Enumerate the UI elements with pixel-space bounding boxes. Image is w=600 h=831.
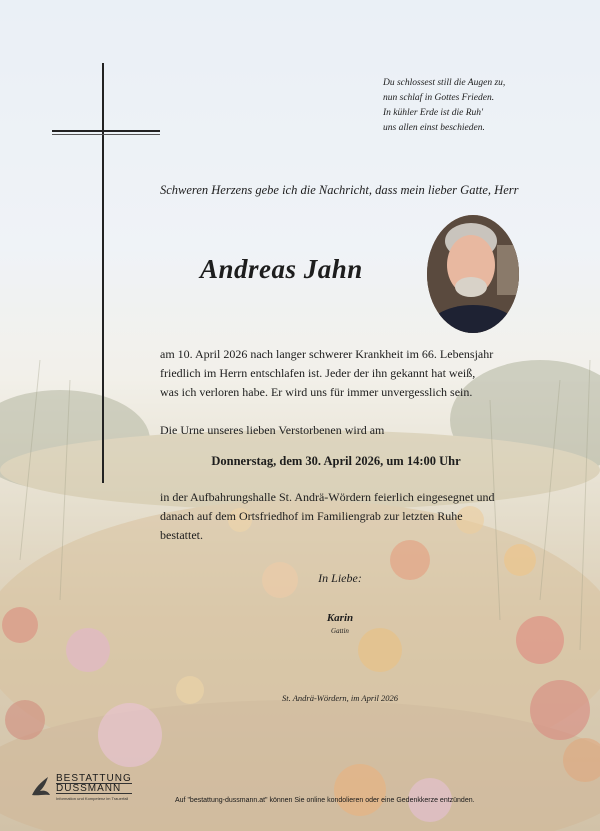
poem-line: uns allen einst beschieden.	[383, 123, 485, 133]
poem-line: nun schlaf in Gottes Frieden.	[383, 93, 495, 103]
poem-line: Du schlossest still die Augen zu,	[383, 78, 506, 88]
cross-icon	[102, 63, 104, 483]
logo-line2: DUSSMANN	[56, 783, 132, 794]
paragraph-line: bestattet.	[160, 528, 203, 542]
paragraph-line: friedlich im Herrn entschlafen ist. Jeder der ihn gekannt hat weiß,	[160, 366, 476, 380]
paragraph-line: in der Aufbahrungshalle St. Andrä-Wördern feierlich eingesegnet und	[160, 490, 495, 504]
poem-line: In kühler Erde ist die Ruh'	[383, 108, 484, 118]
deceased-name: Andreas Jahn	[200, 254, 363, 284]
cross-icon-bar-shadow	[52, 134, 160, 135]
dove-icon	[30, 773, 52, 801]
logo-line1: BESTATTUNG	[56, 772, 132, 784]
ceremony-date: Donnerstag, dem 30. April 2026, um 14:00 Uhr	[211, 454, 461, 468]
ceremony-paragraph	[160, 488, 495, 545]
portrait-photo	[427, 215, 519, 333]
funeral-home-logo	[30, 773, 132, 801]
intro-text: Schweren Herzens gebe ich die Nachricht, dass mein lieber Gatte, Herr	[160, 183, 519, 197]
cross-icon-bar	[52, 130, 160, 132]
announcement-paragraph	[160, 345, 493, 402]
place-date: St. Andrä-Wördern, im April 2026	[281, 693, 398, 703]
in-love-label: In Liebe:	[318, 571, 362, 585]
paragraph-line: was ich verloren habe. Er wird uns für immer unvergesslich sein.	[160, 385, 473, 399]
poem	[383, 76, 505, 136]
paragraph-line: am 10. April 2026 nach langer schwerer Krankheit im 66. Lebensjahr	[160, 347, 494, 361]
logo-tagline: Information und Kompetenz im Trauerfall	[56, 795, 129, 801]
mourner-name: Karin	[326, 612, 354, 624]
mourner-relation: Gattin	[331, 627, 349, 635]
urn-line: Die Urne unseres lieben Verstorbenen wird am	[160, 423, 385, 437]
footer-note: Auf "bestattung-dussmann.at" können Sie online kondolieren oder eine Gedenkkerze entzünden.	[175, 797, 475, 804]
paragraph-line: danach auf dem Ortsfriedhof im Familiengrab zur letzten Ruhe	[160, 509, 463, 523]
